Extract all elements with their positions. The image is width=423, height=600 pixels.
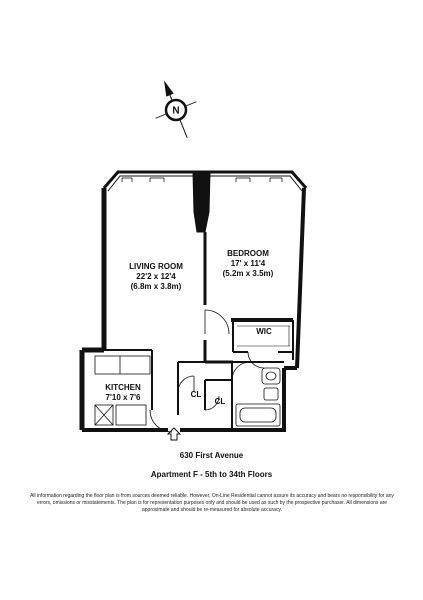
- entry-arrow-icon: [168, 428, 180, 440]
- closet-1-name: CL: [190, 390, 202, 399]
- closet-2-name: CL: [214, 397, 226, 406]
- kitchen-imperial-size: 7'10 x 7'6: [105, 393, 141, 402]
- living-room-imperial-size: 22'2 x 12'4: [136, 272, 176, 281]
- closet-1-label: [185, 390, 207, 400]
- living-room-label: [108, 262, 204, 292]
- kitchen-label: [96, 383, 150, 403]
- disclaimer-text: All information regarding the floor plan is from sources deemed reliable. However, On-Line Residential cannot assure its accuracy and bears no responsibility for any errors, omissions or misstatements. The plan is for representation purposes only and should be used as such by the prospective purchaser. All dimensions are approximate and should be re-measured for absolute accuracy.: [30, 493, 394, 513]
- bedroom-name: BEDROOM: [227, 249, 269, 258]
- wic-label: [244, 327, 284, 337]
- kitchen-name: KITCHEN: [105, 383, 141, 392]
- bedroom-metric-size: (5.2m x 3.5m): [222, 269, 274, 278]
- building-address: 630 First Avenue: [179, 451, 244, 460]
- bedroom-label: [206, 249, 290, 279]
- compass-north-letter: N: [172, 105, 180, 117]
- bathroom-fixtures: [236, 368, 280, 426]
- closet-2-label: [209, 397, 231, 407]
- bedroom-imperial-size: 17' x 11'4: [230, 259, 266, 268]
- compass-rose-icon: [144, 72, 208, 146]
- living-room-metric-size: (6.8m x 3.8m): [130, 282, 182, 291]
- wic-name: WIC: [256, 327, 272, 336]
- living-room-name: LIVING ROOM: [129, 262, 183, 271]
- apartment-floors: Apartment F - 5th to 34th Floors: [150, 470, 273, 479]
